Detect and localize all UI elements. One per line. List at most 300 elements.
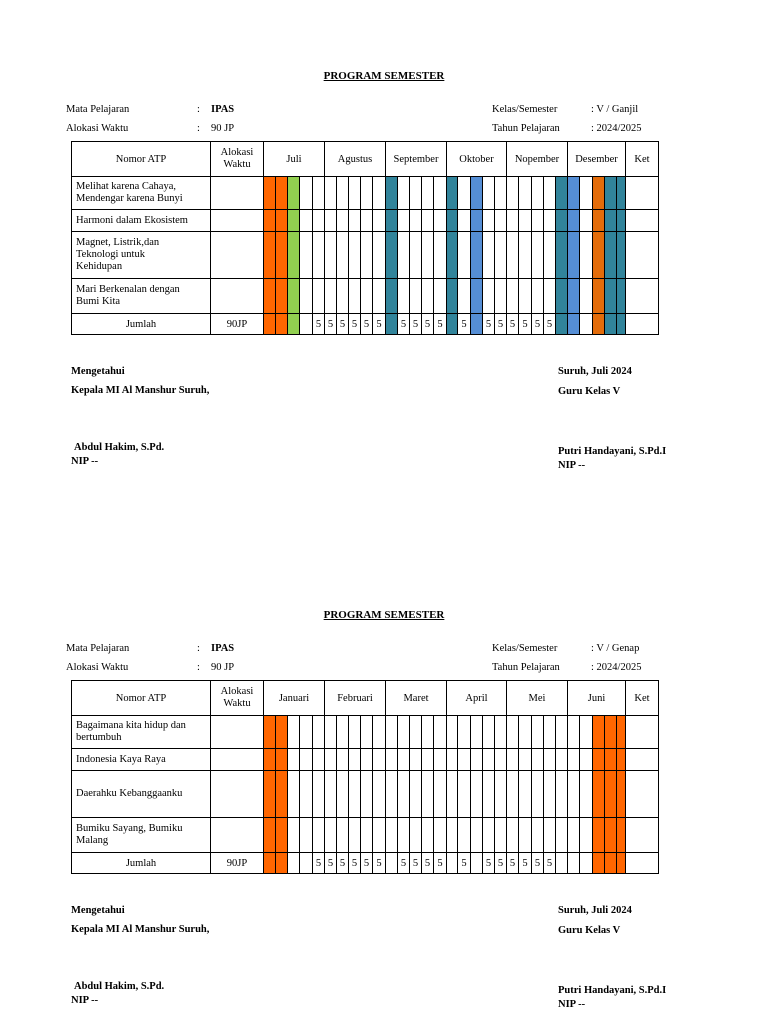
week-cell: [580, 232, 593, 279]
atp-name-line: Indonesia Kaya Raya: [76, 753, 166, 765]
mapel-label: Mata Pelajaran: [66, 104, 130, 115]
week-cell: [544, 210, 556, 232]
alokasi-cell: [211, 771, 264, 818]
week-cell: [434, 279, 447, 314]
week-cell: [361, 716, 373, 749]
atp-name-line: Melihat karena Cahaya,: [76, 181, 176, 192]
kelas-label: Kelas/Semester: [492, 104, 558, 115]
week-total-cell: [580, 314, 593, 335]
month-header: [386, 681, 447, 716]
week-cell: [519, 749, 532, 771]
kepala-sekolah-name: Abdul Hakim, S.Pd.: [74, 981, 165, 992]
week-cell: [276, 232, 288, 279]
week-cell: [276, 818, 288, 853]
week-cell: [434, 232, 447, 279]
month-header: [568, 142, 626, 177]
atp-name-line: Bumiku Sayang, Bumiku: [76, 823, 183, 834]
atp-name-line: Kehidupan: [76, 261, 123, 272]
week-cell: [568, 232, 580, 279]
place-date: Suruh, Juli 2024: [558, 905, 632, 916]
week-total-value: 5: [461, 318, 467, 330]
week-cell: [556, 177, 568, 210]
week-total-value: 5: [461, 857, 467, 869]
week-cell: [532, 716, 544, 749]
week-cell: [434, 177, 447, 210]
week-cell: [410, 232, 422, 279]
week-total-value: 5: [315, 857, 322, 869]
week-cell: [373, 716, 386, 749]
kepala-sekolah-title: Kepala MI Al Manshur Suruh,: [71, 385, 210, 396]
week-cell: [386, 818, 398, 853]
week-cell: [264, 716, 276, 749]
alokasi-cell: [211, 716, 264, 749]
week-cell: [544, 818, 556, 853]
week-cell: [398, 771, 410, 818]
week-cell: [264, 771, 276, 818]
atp-name-cell: [72, 177, 211, 210]
week-cell: [422, 210, 434, 232]
alokasi-cell: [211, 232, 264, 279]
atp-name-cell: [72, 818, 211, 853]
week-cell: [264, 749, 276, 771]
week-cell: [276, 771, 288, 818]
week-cell: [434, 818, 447, 853]
week-cell: [495, 716, 507, 749]
week-total-value: 5: [315, 318, 322, 330]
week-cell: [288, 716, 300, 749]
header-nomor-atp-text: Nomor ATP: [115, 153, 167, 165]
atp-name-line: Magnet, Listrik,dan: [76, 237, 160, 248]
week-cell: [605, 818, 617, 853]
week-total-cell: [434, 314, 447, 335]
week-total-cell: [544, 314, 556, 335]
week-cell: [458, 232, 471, 279]
kepala-sekolah-nip: NIP --: [71, 456, 99, 467]
week-cell: [519, 279, 532, 314]
week-cell: [617, 279, 626, 314]
week-cell: [556, 279, 568, 314]
week-cell: [386, 210, 398, 232]
header-alokasi-line: Alokasi: [220, 147, 254, 158]
week-cell: [483, 716, 495, 749]
program-semester-table: [71, 680, 659, 874]
colon: :: [197, 104, 200, 115]
week-cell: [532, 279, 544, 314]
week-cell: [556, 716, 568, 749]
week-cell: [337, 771, 349, 818]
week-cell: [471, 818, 483, 853]
week-cell: [495, 232, 507, 279]
week-total-value: 5: [546, 318, 553, 330]
week-cell: [386, 279, 398, 314]
week-cell: [544, 177, 556, 210]
week-total-value: 5: [400, 318, 407, 330]
week-total-value: 5: [437, 318, 443, 330]
tahun-label: Tahun Pelajaran: [492, 662, 560, 673]
week-total-value: 5: [522, 857, 528, 869]
week-cell: [349, 279, 361, 314]
week-cell: [580, 749, 593, 771]
week-cell: [386, 232, 398, 279]
week-cell: [568, 749, 580, 771]
week-cell: [507, 749, 519, 771]
week-cell: [398, 232, 410, 279]
week-cell: [300, 749, 313, 771]
week-cell: [373, 749, 386, 771]
header-nomor-atp: [72, 142, 211, 177]
week-cell: [580, 716, 593, 749]
week-cell: [519, 177, 532, 210]
mengetahui-label: Mengetahui: [71, 366, 125, 377]
atp-name-cell: [72, 749, 211, 771]
week-total-value: 5: [522, 318, 528, 330]
kepala-sekolah-name: Abdul Hakim, S.Pd.: [74, 442, 165, 453]
week-cell: [458, 716, 471, 749]
week-cell: [300, 210, 313, 232]
week-cell: [276, 210, 288, 232]
alokasi-label: Alokasi Waktu: [66, 662, 129, 673]
week-total-cell: [458, 314, 471, 335]
week-cell: [483, 771, 495, 818]
week-total-value: 5: [534, 857, 541, 869]
alokasi-cell: [211, 749, 264, 771]
mapel-value: IPAS: [211, 643, 235, 654]
week-cell: [471, 716, 483, 749]
week-total-cell: [483, 853, 495, 874]
week-cell: [519, 716, 532, 749]
week-cell: [568, 771, 580, 818]
place-date: Suruh, Juli 2024: [558, 366, 632, 377]
week-cell: [422, 279, 434, 314]
week-cell: [264, 818, 276, 853]
week-total-value: 5: [509, 318, 516, 330]
week-cell: [544, 279, 556, 314]
kepala-sekolah-title: Kepala MI Al Manshur Suruh,: [71, 924, 210, 935]
week-cell: [495, 818, 507, 853]
month-label: Juni: [587, 692, 606, 704]
week-cell: [337, 210, 349, 232]
week-cell: [288, 771, 300, 818]
header-alokasi-line: Alokasi: [220, 686, 254, 697]
jumlah-value-cell: [211, 314, 264, 335]
atp-row: [72, 210, 659, 232]
week-cell: [410, 771, 422, 818]
week-total-cell: [386, 314, 398, 335]
week-cell: [337, 232, 349, 279]
week-cell: [447, 210, 458, 232]
week-cell: [422, 749, 434, 771]
atp-row: [72, 818, 659, 853]
week-cell: [580, 279, 593, 314]
week-total-cell: [471, 853, 483, 874]
week-cell: [617, 818, 626, 853]
week-cell: [264, 177, 276, 210]
atp-row: [72, 177, 659, 210]
week-cell: [507, 771, 519, 818]
week-cell: [471, 771, 483, 818]
colon: :: [197, 123, 200, 134]
week-cell: [410, 749, 422, 771]
kelas-value: : V / Ganjil: [591, 104, 639, 115]
week-cell: [349, 210, 361, 232]
week-cell: [325, 771, 337, 818]
week-cell: [300, 177, 313, 210]
week-cell: [313, 232, 325, 279]
week-total-cell: [276, 314, 288, 335]
document-title: PROGRAM SEMESTER: [323, 609, 445, 621]
week-total-value: 5: [412, 318, 419, 330]
month-label: Oktober: [459, 153, 494, 165]
week-cell: [556, 818, 568, 853]
week-cell: [471, 177, 483, 210]
week-cell: [398, 749, 410, 771]
week-cell: [532, 177, 544, 210]
week-cell: [434, 749, 447, 771]
week-total-cell: [313, 314, 325, 335]
kelas-label: Kelas/Semester: [492, 643, 558, 654]
week-cell: [568, 210, 580, 232]
week-cell: [544, 716, 556, 749]
week-cell: [617, 210, 626, 232]
month-header: [264, 681, 325, 716]
week-cell: [593, 818, 605, 853]
week-total-cell: [580, 853, 593, 874]
week-cell: [617, 177, 626, 210]
guru-kelas-title: Guru Kelas V: [558, 925, 621, 936]
ket-cell: [626, 818, 659, 853]
week-cell: [593, 279, 605, 314]
week-cell: [410, 716, 422, 749]
week-cell: [483, 749, 495, 771]
atp-name-line: Malang: [76, 835, 109, 846]
week-cell: [532, 818, 544, 853]
week-total-cell: [617, 853, 626, 874]
week-cell: [458, 818, 471, 853]
header-ket: [626, 681, 659, 716]
week-cell: [264, 210, 276, 232]
week-total-cell: [422, 314, 434, 335]
week-cell: [507, 818, 519, 853]
week-total-cell: [373, 314, 386, 335]
week-cell: [617, 771, 626, 818]
week-total-cell: [325, 853, 337, 874]
week-cell: [434, 210, 447, 232]
month-label: Januari: [278, 692, 310, 704]
week-cell: [605, 210, 617, 232]
kelas-value: : V / Genap: [591, 643, 640, 654]
week-cell: [410, 279, 422, 314]
week-cell: [313, 818, 325, 853]
week-cell: [422, 818, 434, 853]
week-cell: [361, 279, 373, 314]
week-total-cell: [264, 314, 276, 335]
mengetahui-label: Mengetahui: [71, 905, 125, 916]
week-cell: [471, 749, 483, 771]
week-cell: [373, 210, 386, 232]
week-cell: [471, 232, 483, 279]
week-cell: [313, 177, 325, 210]
alokasi-cell: [211, 177, 264, 210]
week-cell: [398, 279, 410, 314]
mapel-label: Mata Pelajaran: [66, 643, 130, 654]
week-total-cell: [507, 314, 519, 335]
week-total-cell: [398, 853, 410, 874]
month-header: [568, 681, 626, 716]
week-total-cell: [532, 853, 544, 874]
week-cell: [458, 749, 471, 771]
header-alokasi-line: Waktu: [223, 159, 251, 170]
week-total-cell: [410, 853, 422, 874]
week-total-cell: [288, 853, 300, 874]
table-header-row: [72, 142, 659, 177]
week-total-cell: [447, 314, 458, 335]
month-label: September: [393, 153, 439, 165]
ket-cell: [626, 749, 659, 771]
week-cell: [471, 279, 483, 314]
week-cell: [325, 232, 337, 279]
week-cell: [325, 716, 337, 749]
week-cell: [507, 177, 519, 210]
month-label: Juli: [286, 153, 302, 165]
atp-row: [72, 716, 659, 749]
week-cell: [288, 232, 300, 279]
week-cell: [617, 232, 626, 279]
week-total-value: 5: [376, 857, 382, 869]
week-total-value: 5: [351, 318, 358, 330]
alokasi-cell: [211, 818, 264, 853]
week-total-cell: [458, 853, 471, 874]
week-cell: [325, 210, 337, 232]
tahun-label: Tahun Pelajaran: [492, 123, 560, 134]
header-ket-text: Ket: [634, 153, 650, 165]
week-total-cell: [532, 314, 544, 335]
week-cell: [580, 177, 593, 210]
week-cell: [398, 818, 410, 853]
week-cell: [276, 716, 288, 749]
week-cell: [373, 177, 386, 210]
week-total-cell: [593, 314, 605, 335]
week-cell: [519, 771, 532, 818]
week-cell: [264, 279, 276, 314]
week-cell: [313, 210, 325, 232]
month-label: Februari: [337, 692, 373, 704]
ket-cell: [626, 771, 659, 818]
week-cell: [593, 177, 605, 210]
week-cell: [447, 177, 458, 210]
week-cell: [410, 818, 422, 853]
week-total-value: 5: [363, 857, 370, 869]
month-header: [264, 142, 325, 177]
week-cell: [495, 771, 507, 818]
week-cell: [605, 279, 617, 314]
week-cell: [617, 716, 626, 749]
week-total-cell: [288, 314, 300, 335]
header-alokasi-waktu: [211, 142, 264, 177]
week-cell: [337, 716, 349, 749]
week-cell: [398, 716, 410, 749]
week-cell: [410, 177, 422, 210]
week-cell: [276, 279, 288, 314]
week-cell: [458, 210, 471, 232]
kepala-sekolah-nip: NIP --: [71, 995, 99, 1006]
week-cell: [325, 818, 337, 853]
week-cell: [300, 716, 313, 749]
guru-name: Putri Handayani, S.Pd.I: [558, 446, 667, 457]
week-cell: [544, 749, 556, 771]
week-total-cell: [544, 853, 556, 874]
week-cell: [568, 279, 580, 314]
atp-name-line: Bagaimana kita hidup dan: [76, 720, 186, 731]
jumlah-value-cell: [211, 853, 264, 874]
week-cell: [386, 771, 398, 818]
jumlah-row: [72, 853, 659, 874]
week-cell: [532, 232, 544, 279]
week-cell: [471, 210, 483, 232]
week-cell: [288, 749, 300, 771]
atp-name-line: bertumbuh: [76, 732, 122, 743]
atp-name-line: Bumi Kita: [76, 296, 121, 307]
week-cell: [337, 177, 349, 210]
week-total-value: 5: [327, 318, 334, 330]
week-total-cell: [410, 314, 422, 335]
week-cell: [386, 716, 398, 749]
week-total-cell: [605, 314, 617, 335]
ket-cell: [626, 716, 659, 749]
week-cell: [483, 177, 495, 210]
week-cell: [593, 210, 605, 232]
tahun-value: : 2024/2025: [591, 662, 642, 673]
week-cell: [300, 279, 313, 314]
week-cell: [325, 279, 337, 314]
week-cell: [593, 716, 605, 749]
week-total-cell: [361, 314, 373, 335]
week-cell: [422, 232, 434, 279]
week-cell: [458, 177, 471, 210]
jumlah-row: [72, 314, 659, 335]
week-total-cell: [556, 853, 568, 874]
week-total-value: 5: [339, 857, 346, 869]
week-total-cell: [361, 853, 373, 874]
week-cell: [605, 771, 617, 818]
week-cell: [495, 749, 507, 771]
header-alokasi-waktu: [211, 681, 264, 716]
jumlah-value: 90JP: [226, 318, 248, 330]
week-cell: [300, 818, 313, 853]
week-cell: [288, 818, 300, 853]
week-total-value: 5: [497, 318, 504, 330]
week-cell: [373, 279, 386, 314]
jumlah-label: Jumlah: [125, 857, 157, 869]
week-cell: [605, 749, 617, 771]
month-header: [386, 142, 447, 177]
week-total-cell: [605, 853, 617, 874]
atp-row: [72, 771, 659, 818]
week-cell: [544, 232, 556, 279]
month-header: [325, 681, 386, 716]
week-total-value: 5: [534, 318, 541, 330]
document-title: PROGRAM SEMESTER: [323, 70, 445, 82]
week-total-cell: [471, 314, 483, 335]
week-cell: [447, 749, 458, 771]
week-cell: [593, 232, 605, 279]
alokasi-cell: [211, 279, 264, 314]
atp-name-cell: [72, 210, 211, 232]
month-label: Maret: [403, 692, 429, 704]
month-header: [447, 681, 507, 716]
guru-name: Putri Handayani, S.Pd.I: [558, 985, 667, 996]
week-cell: [276, 749, 288, 771]
week-cell: [556, 749, 568, 771]
